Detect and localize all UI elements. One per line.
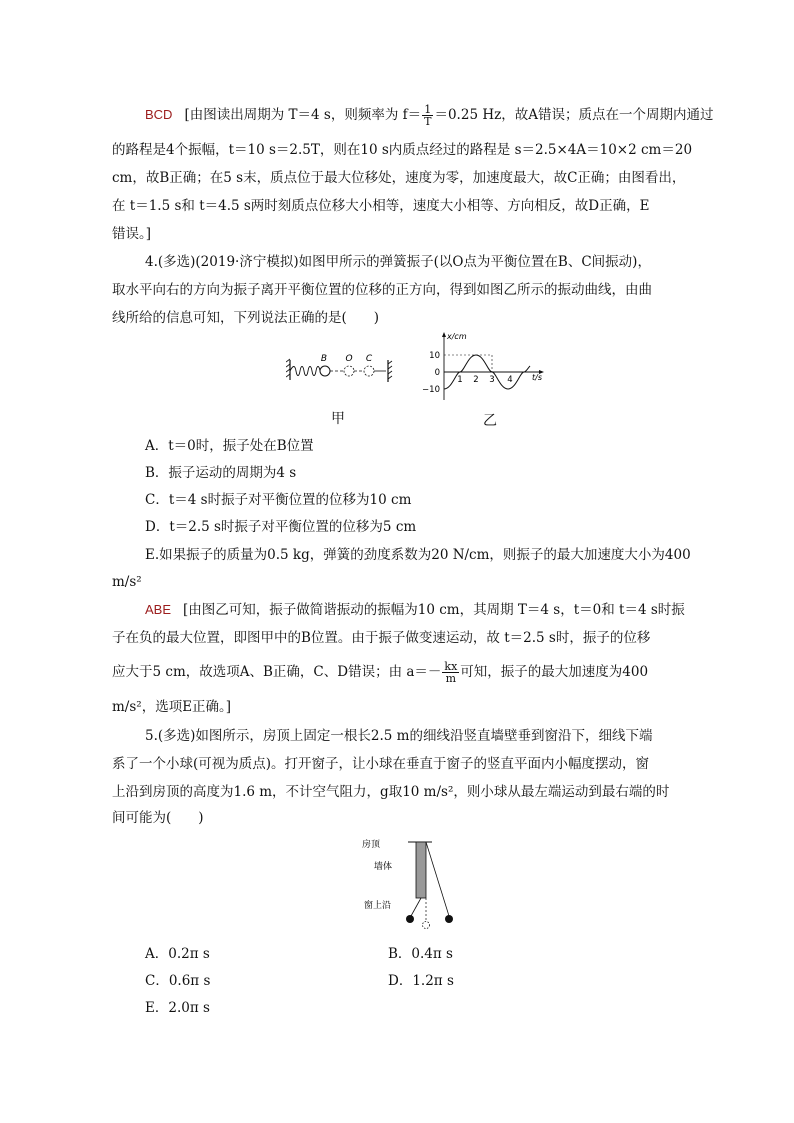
vibration-graph [418, 330, 548, 402]
q4-option-e: E.如果振子的质量为0.5 kg，弹簧的劲度系数为20 N/cm，则振子的最大加速度大小为400 [145, 547, 691, 563]
x-tick-3: 3 [489, 375, 495, 385]
label-window-edge: 窗上沿 [364, 901, 392, 911]
x-tick-2: 2 [473, 375, 479, 385]
x-tick-4: 4 [507, 375, 513, 385]
label-b: B [320, 354, 328, 364]
label-wall: 墙体 [374, 862, 393, 872]
caption-yi: 乙 [483, 413, 497, 429]
q4-solution-line-1: ABE [由图乙可知，振子做简谐振动的振幅为10 cm，其周期 T＝4 s，t＝0和 t＝4 s时振 [145, 602, 685, 618]
q4-option-e-unit: m/s² [112, 574, 142, 590]
q4-option-d: D．t＝2.5 s时振子对平衡位置的位移为5 cm [145, 519, 417, 535]
q4-option-a: A．t＝0时，振子处在B位置 [145, 438, 314, 454]
q5-option-b: B．0.4π s [388, 946, 453, 962]
q4-stem-line-3: 线所给的信息可知，下列说法正确的是( ) [112, 310, 380, 326]
spring-oscillator-figure [286, 350, 396, 390]
pendulum-wall-figure [360, 836, 470, 932]
y-tick-10: 10 [429, 351, 440, 361]
q5-option-e: E．2.0π s [145, 1000, 210, 1016]
q5-stem-line-1: 5.(多选)如图所示，房顶上固定一根长2.5 m的细线沿竖直墙壁垂到窗沿下，细线下端 [145, 728, 653, 744]
q5-stem-line-4: 间可能为( ) [112, 810, 204, 826]
q4-solution-line-4: m/s²，选项E正确。] [112, 699, 232, 715]
q4-stem-line-1: 4.(多选)(2019·济宁模拟)如图甲所示的弹簧振子(以O点为平衡位置在B、C间振动)， [145, 254, 651, 270]
q4-option-c: C．t＝4 s时振子对平衡位置的位移为10 cm [145, 492, 412, 508]
x-axis-label: t/s [532, 373, 542, 382]
y-tick-0: 0 [434, 368, 440, 378]
q4-stem-line-2: 取水平向右的方向为振子离开平衡位置的位移的正方向，得到如图乙所示的振动曲线，由曲 [112, 282, 652, 298]
q5-option-d: D．1.2π s [388, 973, 454, 989]
label-o: O [345, 354, 353, 364]
y-axis-label: x/cm [447, 332, 467, 341]
q3-solution-line-3: cm，故B正确；在5 s末，质点位于最大位移处，速度为零，加速度最大，故C正确；由图看出， [112, 170, 686, 186]
label-roof: 房顶 [362, 840, 381, 850]
x-tick-1: 1 [457, 375, 463, 385]
q5-option-c: C．0.6π s [145, 973, 211, 989]
label-c: C [365, 354, 373, 364]
caption-jia: 甲 [331, 411, 345, 427]
answer-label: BCD [145, 107, 173, 122]
y-tick-minus-10: −10 [422, 385, 440, 395]
answer-label: ABE [145, 602, 172, 617]
fraction: $\frac{1}{T}$ [424, 103, 432, 128]
q5-stem-line-3: 上沿到房顶的高度为1.6 m，不计空气阻力，g取10 m/s²，则小球从最左端运动到最右端的时 [112, 784, 670, 800]
q3-solution-line-4: 在 t＝1.5 s和 t＝4.5 s两时刻质点位移大小相等，速度大小相等、方向相反，故D正确，E [112, 198, 650, 214]
fraction: $\frac{kx}{m}$ [444, 660, 458, 685]
q4-option-b: B．振子运动的周期为4 s [145, 465, 297, 481]
q4-solution-line-2: 子在负的最大位置，即图甲中的B位置。由于振子做变速运动，故 t＝2.5 s时，振子的位移 [112, 630, 651, 646]
q4-solution-line-3: 应大于5 cm，故选项A、B正确，C、D错误；由 a＝－ $\frac{kx}{m}$ 可知，振子的最大加速度为400 [112, 660, 649, 685]
q5-option-a: A．0.2π s [145, 946, 210, 962]
q3-solution-line-2: 的路程是4个振幅，t＝10 s＝2.5T，则在10 s内质点经过的路程是 s＝2.5×4A＝10×2 cm＝20 [112, 142, 693, 158]
q3-solution-line-1: BCD [由图读出周期为 T＝4 s，则频率为 f＝ $\frac{1}{T}$ ＝0.25 Hz，故A错误；质点在一个周期内通过 [145, 103, 714, 128]
q5-stem-line-2: 系了一个小球(可视为质点)。打开窗子，让小球在垂直于窗子的竖直平面内小幅度摆动，窗 [112, 756, 650, 772]
q3-solution-line-5: 错误。] [112, 226, 152, 242]
